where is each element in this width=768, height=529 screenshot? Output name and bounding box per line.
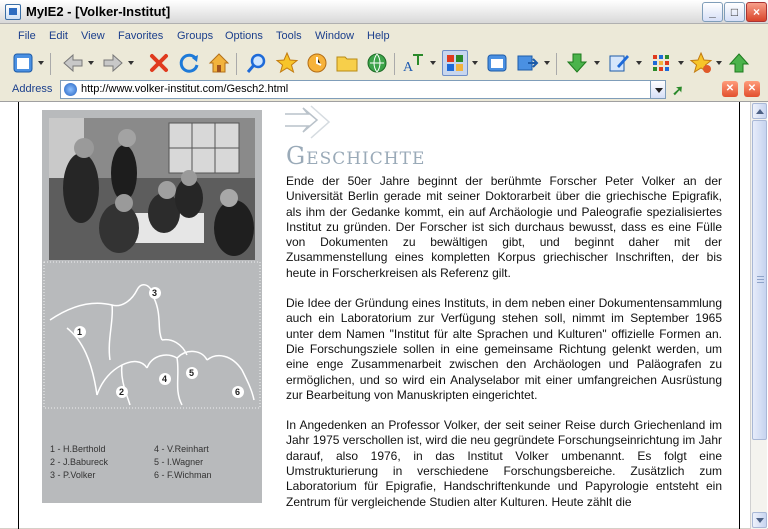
edit-button[interactable] [606, 50, 632, 76]
figure-number-2: 2 [119, 387, 125, 397]
download-icon [565, 51, 589, 75]
paragraph-1: Ende der 50er Jahre beginnt der berühmte Forscher Peter Volker an der Universität Berlin gerade mit seiner Doktorarbeit über die griechische Epigrafik, als ihm der Gedanke kommt, ein auf Archäologie und Paleografie spezialisiertes Institut zu gründen. Der Forscher ist sich durchaus bewusst, dass es eine Fülle von Dokumenten zu bewältigen gibt, und beginnt daher mit der Zusammenstellung eines kompletten Korpus griechischer Inschriften, der bis heute in Forscherkreisen als Referenz gilt. [286, 174, 722, 280]
figure-number-5: 5 [189, 368, 195, 378]
edit-icon [607, 51, 631, 75]
history-icon [305, 51, 329, 75]
menu-groups[interactable]: Groups [177, 30, 214, 42]
toolbar [0, 47, 768, 79]
back-icon [61, 51, 85, 75]
address-url[interactable]: http://www.volker-institut.com/Gesch2.html [81, 83, 289, 95]
window-title: MyIE2 - [Volker-Institut] [26, 4, 171, 19]
close-button[interactable]: × [746, 2, 767, 22]
grid-button[interactable] [648, 50, 674, 76]
scroll-up-button[interactable] [752, 103, 767, 119]
title-bar [0, 0, 768, 24]
paragraph-2: Die Idee der Gründung eines Instituts, in dem neben einer Dokumentensammlung auch ein Laboratorium zur Verfügung stehen soll, nimmt im September 1965 unter dem Namen "Institut für alte Sprachen und Kulturen" offizielle Formen an. Die Forschungsziele sollen in eine gemeinsame Richtung gelenkt werden, um eine enge Zusammenarbeit zwischen den Archäologen und Paläografen zu ermöglichen, und so wird ein Analyselabor mit einer umfangreichen Ausrüstung zur Bearbeitung von Manuskripten eingerichtet. [286, 296, 722, 402]
grid-icon [649, 51, 673, 75]
history-button[interactable] [304, 50, 330, 76]
figure-number-1: 1 [77, 327, 83, 337]
go-arrow-icon[interactable]: ➚ [672, 82, 684, 98]
refresh-icon [177, 51, 201, 75]
scroll-thumb[interactable] [752, 120, 767, 440]
legend-item: 2 - J.Babureck [50, 457, 109, 467]
view-icon [443, 51, 467, 75]
close-tab-icon[interactable]: ✕ [722, 81, 738, 97]
web-icon [365, 51, 389, 75]
home-icon [207, 51, 231, 75]
folder-icon [335, 51, 359, 75]
legend-item: 4 - V.Reinhart [154, 444, 209, 454]
article-text [286, 174, 722, 525]
favorites-icon [275, 51, 299, 75]
menu-file[interactable]: File [18, 30, 36, 42]
legend-item: 6 - F.Wichman [154, 470, 212, 480]
legend-item: 3 - P.Volker [50, 470, 96, 480]
menu-view[interactable]: View [81, 30, 105, 42]
historic-photo [49, 118, 255, 260]
page-globe-icon [64, 83, 77, 96]
web-button[interactable] [364, 50, 390, 76]
forward-button[interactable] [100, 50, 126, 76]
scroll-down-button[interactable] [752, 512, 767, 528]
menu-window[interactable]: Window [315, 30, 355, 42]
forward-icon [101, 51, 125, 75]
star-add-button[interactable] [688, 50, 714, 76]
new-window-button[interactable] [10, 50, 36, 76]
figure-number-3: 3 [152, 288, 158, 298]
address-bar [0, 79, 768, 101]
download-button[interactable] [564, 50, 590, 76]
close-all-icon[interactable]: ✕ [744, 81, 760, 97]
stop-icon [147, 51, 171, 75]
people-outline-diagram [42, 260, 262, 410]
arrow-decoration-icon [283, 104, 333, 140]
window-icon [485, 51, 509, 75]
star-add-icon [689, 51, 713, 75]
maximize-button[interactable]: □ [724, 2, 745, 22]
favorites-button[interactable] [274, 50, 300, 76]
figure-number-6: 6 [235, 387, 241, 397]
legend-item: 5 - I.Wagner [154, 457, 204, 467]
minimize-button[interactable]: _ [702, 2, 723, 22]
menu-tools[interactable]: Tools [276, 30, 302, 42]
view-button[interactable] [442, 50, 468, 76]
menu-bar [0, 27, 768, 47]
up-arrow-icon [727, 51, 751, 75]
svg-text:A: A [403, 60, 414, 75]
address-dropdown-button[interactable] [650, 80, 666, 99]
back-button[interactable] [60, 50, 86, 76]
page-content [0, 101, 768, 528]
font-button[interactable] [400, 50, 426, 76]
address-label: Address [12, 83, 53, 95]
stop-button[interactable] [146, 50, 172, 76]
figure-number-4: 4 [162, 374, 168, 384]
page-heading: Geschichte [286, 142, 426, 170]
switch-icon [515, 51, 539, 75]
menu-help[interactable]: Help [367, 30, 390, 42]
menu-edit[interactable]: Edit [49, 30, 68, 42]
window-button[interactable] [484, 50, 510, 76]
search-button[interactable] [244, 50, 270, 76]
font-icon [401, 51, 425, 75]
address-input[interactable] [60, 80, 666, 99]
up-arrow-button[interactable] [726, 50, 752, 76]
paragraph-3: In Angedenken an Professor Volker, der seit seiner Reise durch Griechenland im Jahr 1975 verschollen ist, wird die neu gegründete Forschungseinrichtung im Jahr darauf, also 1976, in das Institut Volker umbenannt. Es folgt eine Umstrukturierung in verschiedene Forschungsbereiche. Zusätzlich zum Laboratorium für Epigrafie, Handschriftenkunde und Papyrologie entsteht ein Zentrum für vergleichende Studien alter Kulturen. Heute zählt die [286, 418, 722, 509]
refresh-button[interactable] [176, 50, 202, 76]
vertical-scrollbar[interactable] [750, 102, 767, 529]
search-icon [245, 51, 269, 75]
switch-button[interactable] [514, 50, 540, 76]
folder-button[interactable] [334, 50, 360, 76]
legend-item: 1 - H.Berthold [50, 444, 106, 454]
new-window-icon [11, 51, 35, 75]
home-button[interactable] [206, 50, 232, 76]
menu-favorites[interactable]: Favorites [118, 30, 164, 42]
menu-options[interactable]: Options [225, 30, 263, 42]
app-icon [5, 4, 21, 20]
